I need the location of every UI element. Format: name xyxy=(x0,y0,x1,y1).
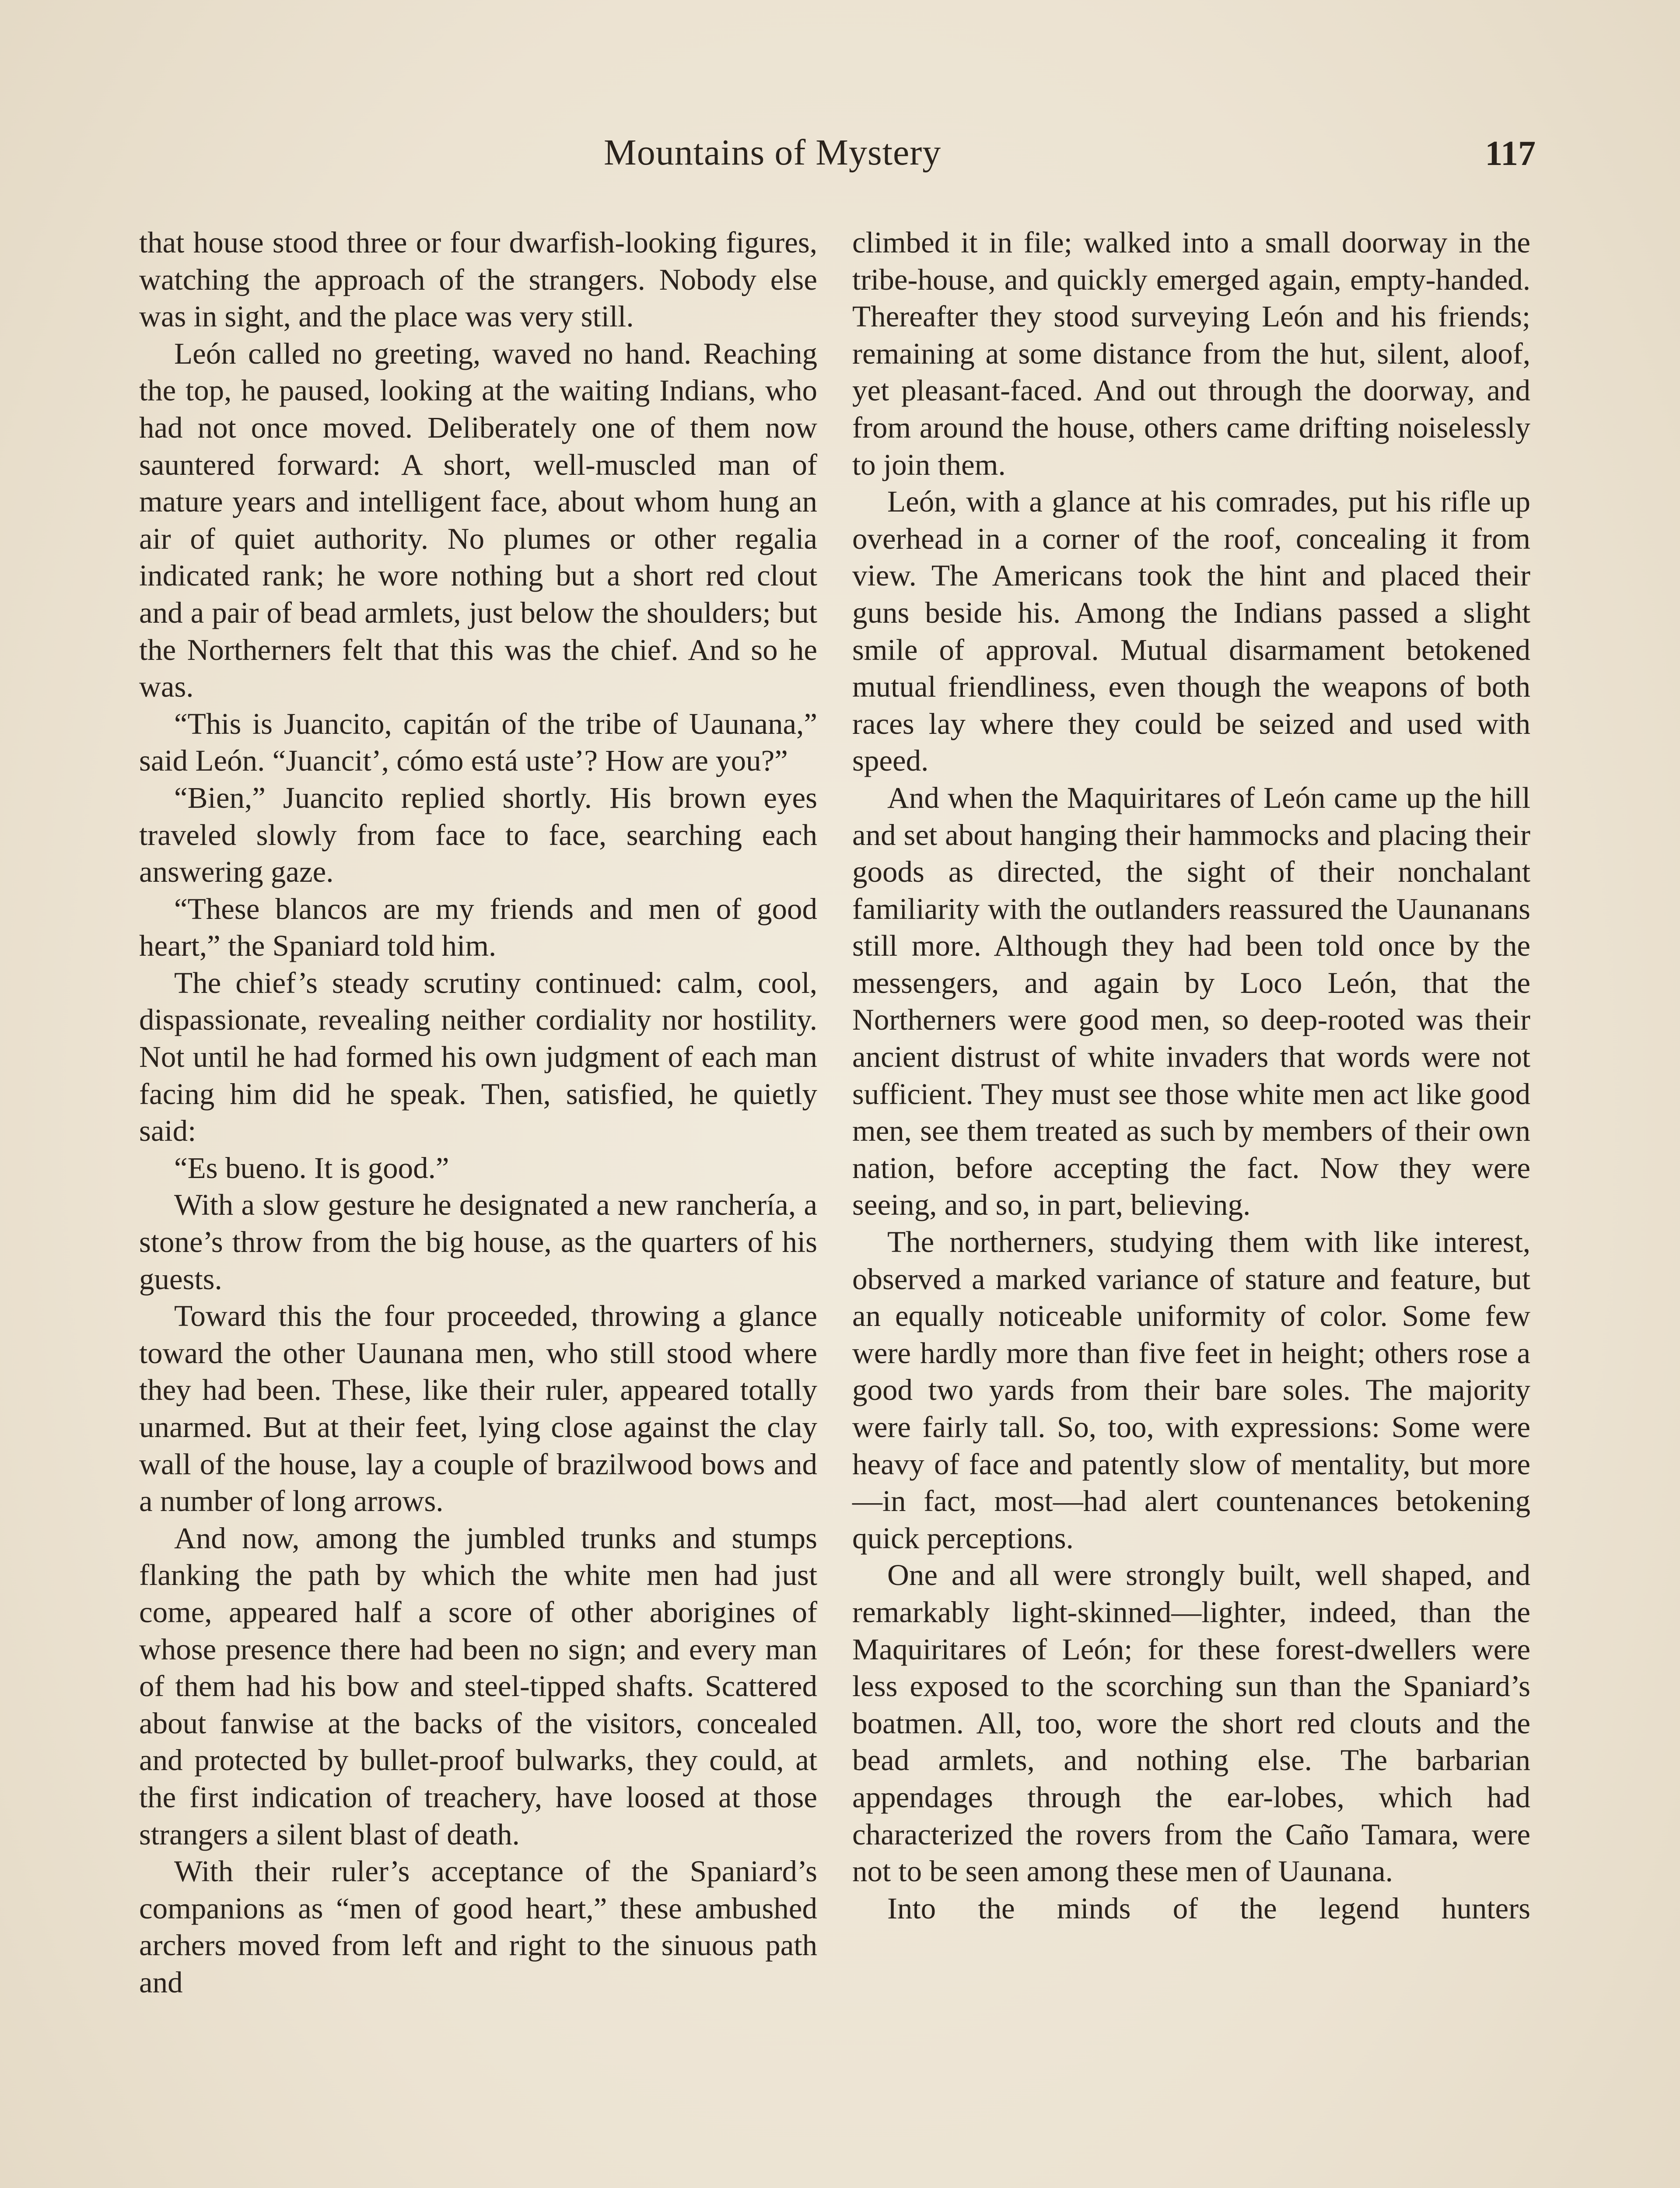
paragraph: Into the minds of the legend hunters xyxy=(887,1891,1530,1925)
paragraph: “Bien,” Juancito replied shortly. His brown eyes traveled slowly from face to face, searching each answering gaze. xyxy=(139,781,817,889)
paragraph: The northerners, studying them with like interest, observed a marked variance of stature and feature, but an equally noticeable uniformity of color. Some few were hardly more than five feet in height; others rose a good two yards from their bare soles. The majority were fairly tall. So, too, with expressions: Some were heavy of face and patently slow of mentality, but more—in fact, most—had alert countenances betokening quick perceptions. xyxy=(852,1225,1530,1555)
paragraph: León, with a glance at his comrades, put his rifle up overhead in a corner of the roof, concealing it from view. The Americans took the hint and placed their guns beside his. Among the Indians passed a slight smile of approval. Mutual disarmament betokened mutual friendliness, even though the weapons of both races lay where they could be seized and used with speed. xyxy=(852,485,1530,778)
paragraph: León called no greeting, waved no hand. Reaching the top, he paused, looking at the waiting Indians, who had not once moved. Deliberately one of them now sauntered forward: A short, well-muscled man of mature years and intelligent face, about whom hung an air of quiet authority. No plumes or other regalia indicated rank; he wore nothing but a short red clout and a pair of bead armlets, just below the shoulders; but the Northerners felt that this was the chief. And so he was. xyxy=(139,337,817,704)
page-number: 117 xyxy=(1485,134,1536,173)
running-title: Mountains of Mystery xyxy=(604,132,942,173)
paragraph: With a slow gesture he designated a new ranchería, a stone’s throw from the big house, as the quarters of his guests. xyxy=(139,1188,817,1296)
paragraph: The chief’s steady scrutiny continued: calm, cool, dispassionate, revealing neither cordiality nor hostility. Not until he had formed his own judgment of each man facing him did he speak. Then, satisfied, he quietly said: xyxy=(139,966,817,1148)
paragraph: With their ruler’s acceptance of the Spaniard’s companions as “men of good heart,” these ambushed archers moved from left and right to the sinuous path and xyxy=(139,1855,817,1999)
paragraph: And now, among the jumbled trunks and stumps flanking the path by which the white men had just come, appeared half a score of other aborigines of whose presence there had been no sign; and every man of them had his bow and steel-tipped shafts. Scattered about fanwise at the backs of the visitors, concealed and protected by bullet-proof bulwarks, they could, at the first indication of treachery, have loosed at those strangers a silent blast of death. xyxy=(139,1521,817,1851)
paragraph: climbed it in file; walked into a small doorway in the tribe-house, and quickly emerged again, empty-handed. Thereafter they stood surveying León and his friends; remaining at some distance from the hut, silent, aloof, yet pleasant-faced. And out through the doorway, and from around the house, others came drifting noiselessly to join them. xyxy=(852,226,1530,481)
paragraph: “These blancos are my friends and men of good heart,” the Spaniard told him. xyxy=(139,892,817,963)
paragraph: Toward this the four proceeded, throwing a glance toward the other Uaunana men, who still stood where they had been. These, like their ruler, appeared totally unarmed. But at their feet, lying close against the clay wall of the house, lay a couple of brazilwood bows and a number of long arrows. xyxy=(139,1299,817,1518)
paragraph: “Es bueno. It is good.” xyxy=(174,1151,449,1185)
right-column xyxy=(852,224,1530,1927)
paragraph: “This is Juancito, capitán of the tribe of Uaunana,” said León. “Juancit’, cómo está uste’? How are you?” xyxy=(139,707,817,778)
left-column xyxy=(139,224,817,2001)
paragraph: One and all were strongly built, well shaped, and remarkably light-skinned—lighter, indeed, than the Maquiritares of León; for these forest-dwellers were less exposed to the scorching sun than the Spaniard’s boatmen. All, too, wore the short red clouts and the bead armlets, and nothing else. The barbarian appendages through the ear-lobes, which had characterized the rovers from the Caño Tamara, were not to be seen among these men of Uaunana. xyxy=(852,1558,1530,1888)
paragraph: And when the Maquiritares of León came up the hill and set about hanging their hammocks and placing their goods as directed, the sight of their nonchalant familiarity with the outlanders reassured the Uaunanans still more. Although they had been told once by the messengers, and again by Loco León, that the Northerners were good men, so deep-rooted was their ancient distrust of white invaders that words were not sufficient. They must see those white men act like good men, see them treated as such by members of their own nation, before accepting the fact. Now they were seeing, and so, in part, believing. xyxy=(852,781,1530,1222)
paragraph: that house stood three or four dwarfish-looking figures, watching the approach of the strangers. Nobody else was in sight, and the place was very still. xyxy=(139,226,817,333)
